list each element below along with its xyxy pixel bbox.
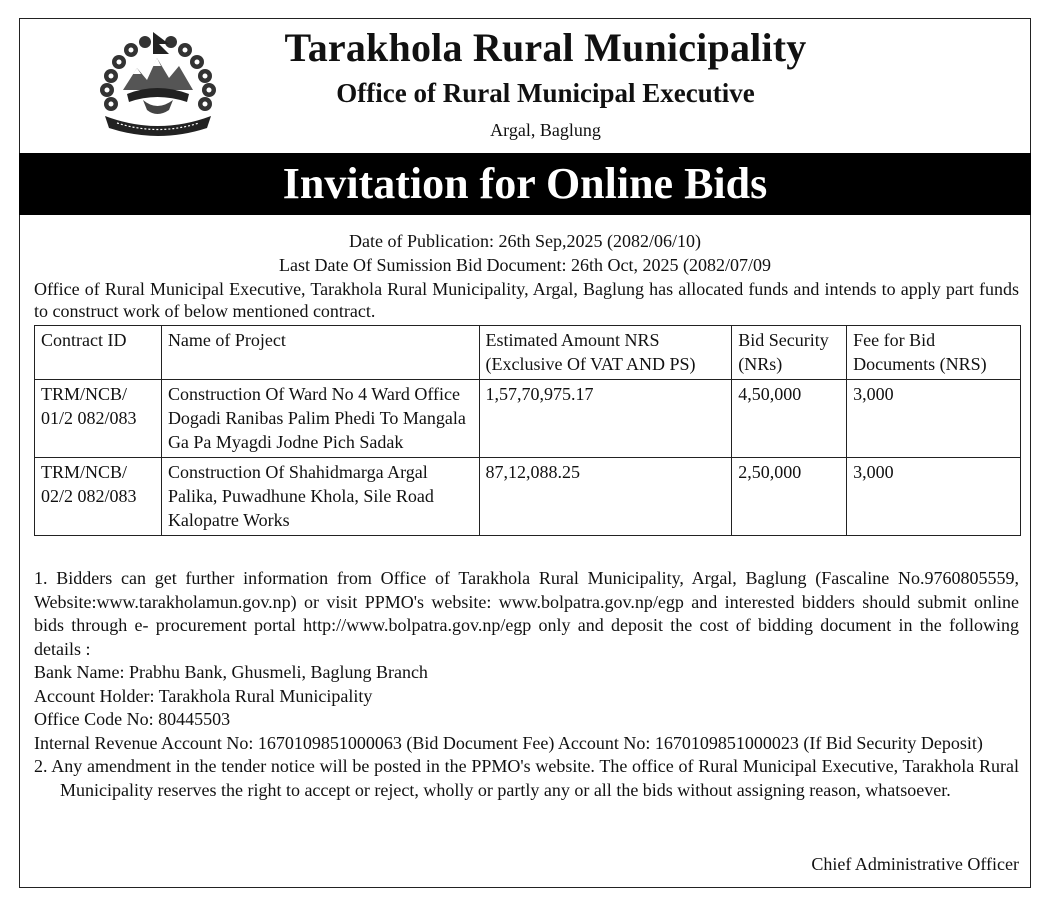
office-code: Office Code No: 80445503 bbox=[34, 709, 231, 729]
notice-banner: Invitation for Online Bids bbox=[19, 153, 1031, 215]
office-location: Argal, Baglung bbox=[490, 120, 601, 140]
intro-paragraph: Office of Rural Municipal Executive, Tarakhola Rural Municipality, Argal, Baglung has allocated funds and intends to apply part funds to construct work of below mentioned contract. bbox=[34, 279, 1019, 321]
bid-security-cell: 2,50,000 bbox=[732, 458, 847, 536]
contract-id-cell: TRM/NCB/ 02/2 082/083 bbox=[35, 458, 162, 536]
contract-id-cell: TRM/NCB/ 01/2 082/083 bbox=[35, 380, 162, 458]
column-header: Fee for Bid Documents (NRS) bbox=[847, 326, 1021, 380]
column-header: Contract ID bbox=[35, 326, 162, 380]
table-header-row bbox=[35, 326, 1021, 380]
note-2: 2. Any amendment in the tender notice will be posted in the PPMO's website. The office of Rural Municipal Executive, Tarakhola Rural Municipality reserves the right to accept or reject, wholly or partly any or all the bids without assigning reason, whatsoever. bbox=[34, 756, 1019, 800]
project-name-cell: Construction Of Shahidmarga Argal Palika, Puwadhune Khola, Sile Road Kalopatre Works bbox=[161, 458, 479, 536]
estimated-amount-cell: 1,57,70,975.17 bbox=[479, 380, 732, 458]
revenue-account: Internal Revenue Account No: 1670109851000063 (Bid Document Fee) Account No: 1670109851000023 (If Bid Security Deposit) bbox=[34, 732, 983, 753]
account-holder: Account Holder: Tarakhola Rural Municipality bbox=[34, 685, 373, 706]
column-header: Estimated Amount NRS (Exclusive Of VAT AND PS) bbox=[479, 326, 732, 380]
estimated-amount-cell: 87,12,088.25 bbox=[479, 458, 732, 536]
project-name-cell: Construction Of Ward No 4 Ward Office Dogadi Ranibas Palim Phedi To Mangala Ga Pa Myagdi Jodne Pich Sadak bbox=[161, 380, 479, 458]
notes-section bbox=[34, 567, 1019, 802]
column-header: Name of Project bbox=[161, 326, 479, 380]
table-row bbox=[35, 380, 1021, 458]
contracts-table bbox=[34, 325, 1021, 536]
signatory-title: Chief Administrative Officer bbox=[811, 854, 1019, 874]
page-title: Tarakhola Rural Municipality bbox=[284, 25, 807, 70]
publication-date: Date of Publication: 26th Sep,2025 (2082/06/10) bbox=[349, 231, 701, 251]
office-subtitle: Office of Rural Municipal Executive bbox=[336, 78, 755, 108]
bid-fee-cell: 3,000 bbox=[847, 380, 1021, 458]
bid-fee-cell: 3,000 bbox=[847, 458, 1021, 536]
last-submission-date: Last Date Of Sumission Bid Document: 26th Oct, 2025 (2082/07/09 bbox=[279, 255, 771, 275]
column-header: Bid Security (NRs) bbox=[732, 326, 847, 380]
bid-security-cell: 4,50,000 bbox=[732, 380, 847, 458]
table-row bbox=[35, 458, 1021, 536]
bank-name: Bank Name: Prabhu Bank, Ghusmeli, Baglung Branch bbox=[34, 662, 428, 682]
note-1: 1. Bidders can get further information from Office of Tarakhola Rural Municipality, Argal, Baglung (Fascaline No.9760805559, Website:www.tarakholamun.gov.np) or visit PPMO's website: www.bolpatra.gov.np/egp and interested bidders should submit online bids through e- procurement portal http://www.bolpatra.gov.np/egp only and deposit the cost of bidding document in the following details : bbox=[34, 568, 1019, 659]
